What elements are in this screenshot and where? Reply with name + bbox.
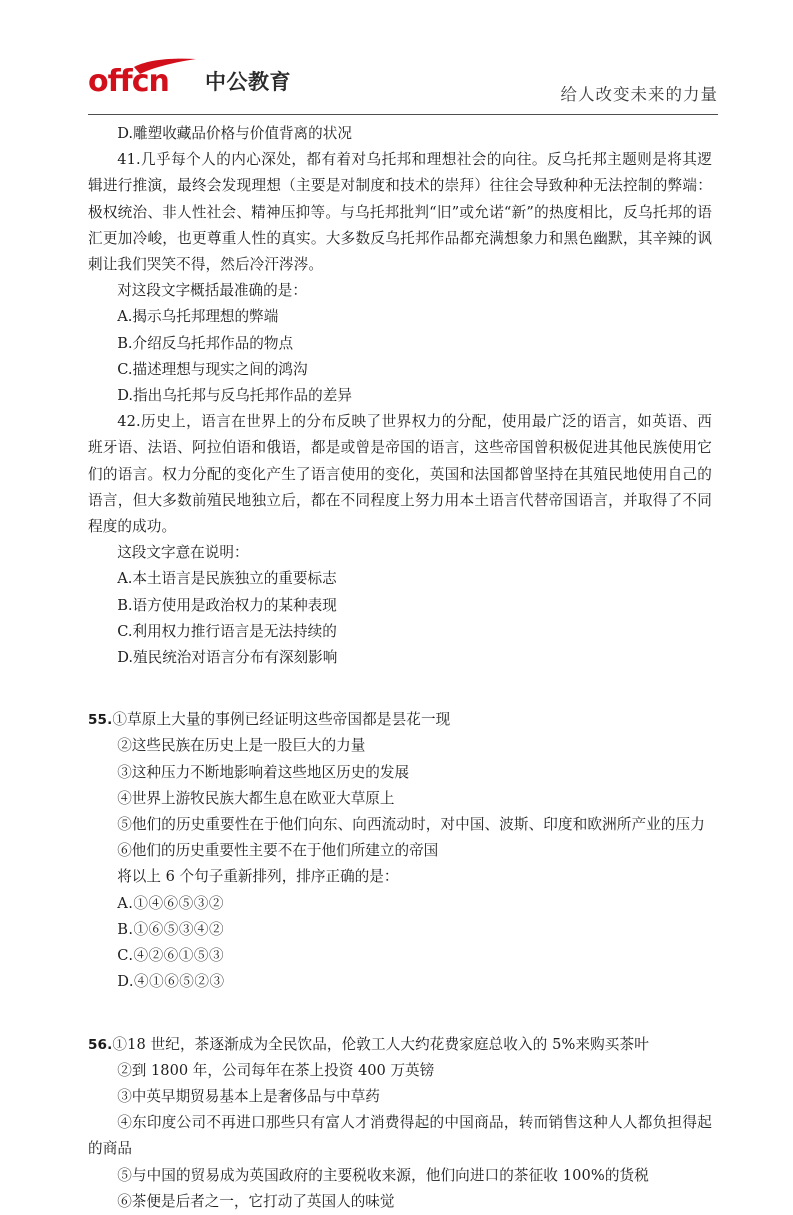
question-55-item-6: ⑥他们的历史重要性主要不在于他们所建立的帝国	[117, 842, 439, 860]
question-55-option-c: C.④②⑥①⑤③	[117, 947, 225, 965]
question-41-passage: 41.几乎每个人的内心深处，都有着对乌托邦和理想社会的向往。反乌托邦主题则是将其逻辑进行推演，最终会发现理想（主要是对制度和技术的崇拜）往往会导致种种无法控制的弊端：极权统治、非人性社会、精神压抑等。与乌托邦批判“旧”或允诺“新”的热度相比，反乌托邦的语汇更加冷峻，也更尊重人性的真实。大多数反乌托邦作品都充满想象力和黑色幽默，其辛辣的讽刺让我们哭笑不得，然后冷汗涔涔。	[88, 151, 712, 274]
section-spacer-2	[88, 996, 712, 1032]
brand-logo	[88, 58, 291, 98]
question-41-stem: 对这段文字概括最准确的是：	[117, 282, 307, 300]
question-41-option-c: C.描述理想与现实之间的鸿沟	[117, 360, 308, 378]
question-55-stem: 将以上 6 个句子重新排列，排序正确的是：	[117, 868, 399, 886]
question-55-item-1-text: ①草原上大量的事例已经证明这些帝国都是昙花一现	[112, 711, 451, 729]
section-spacer	[88, 671, 712, 707]
question-55-option-d: D.④①⑥⑤②③	[117, 973, 225, 991]
question-55-option-a: A.①④⑥⑤③②	[117, 894, 224, 912]
question-55-number: 55.	[88, 712, 113, 729]
question-42-option-d: D.殖民统治对语言分布有深刻影响	[117, 649, 338, 667]
brand-tagline: 给人改变未来的力量	[560, 85, 718, 104]
question-55-option-b: B.①⑥⑤③④②	[117, 920, 225, 938]
question-56-item-4: ④东印度公司不再进口那些只有富人才消费得起的中国商品，转而销售这种人人都负担得起的商品	[88, 1114, 712, 1158]
question-55-item-2: ②这些民族在历史上是一股巨大的力量	[117, 737, 366, 755]
question-55-item-3: ③这种压力不断地影响着这些地区历史的发展	[117, 763, 410, 781]
question-56-number: 56.	[88, 1036, 113, 1053]
question-42-passage: 42.历史上，语言在世界上的分布反映了世界权力的分配，使用最广泛的语言，如英语、西班牙语、法语、阿拉伯语和俄语，都是或曾是帝国的语言，这些帝国曾积极促进其他民族使用它们的语言。权力分配的变化产生了语言使用的变化，英国和法国都曾坚持在其殖民地使用自己的语言，但大多数前殖民地独立后，都在不同程度上努力用本土语言代替帝国语言，并取得了不同程度的成功。	[88, 413, 712, 536]
question-56-item-1-text: ①18 世纪，茶逐渐成为全民饮品，伦敦工人大约花费家庭总收入的 5%来购买茶叶	[112, 1035, 649, 1053]
question-56-item-2: ②到 1800 年，公司每年在茶上投资 400 万英镑	[117, 1061, 435, 1079]
question-41-option-b: B.介绍反乌托邦作品的物点	[117, 334, 294, 352]
question-41-option-d: D.指出乌托邦与反乌托邦作品的差异	[117, 387, 352, 405]
question-55-item-5: ⑤他们的历史重要性在于他们向东、向西流动时，对中国、波斯、印度和欧洲所产业的压力	[117, 816, 705, 834]
question-42-option-a: A.本土语言是民族独立的重要标志	[117, 570, 337, 588]
header-divider	[88, 114, 718, 115]
question-56-item-1	[88, 1032, 712, 1058]
offcn-wordmark-icon	[88, 58, 200, 98]
question-56-item-5: ⑤与中国的贸易成为英国政府的主要税收来源，他们向进口的茶征收 100%的货税	[117, 1166, 649, 1184]
question-55-item-4: ④世界上游牧民族大都生息在欧亚大草原上	[117, 789, 395, 807]
previous-option-d: D.雕塑收藏品价格与价值背离的状况	[117, 125, 352, 142]
question-42-option-b: B.语方使用是政治权力的某种表现	[117, 596, 337, 614]
svg-text:offcn: offcn	[88, 64, 169, 99]
question-42-option-c: C.利用权力推行语言是无法持续的	[117, 622, 337, 640]
question-55-item-1	[88, 707, 712, 733]
question-41-option-a: A.揭示乌托邦理想的弊端	[117, 308, 279, 326]
question-56-item-3: ③中英早期贸易基本上是奢侈品与中草药	[117, 1087, 380, 1105]
question-42-stem: 这段文字意在说明：	[117, 544, 249, 562]
document-body	[88, 121, 712, 1215]
brand-name-chinese: 中公教育	[205, 70, 291, 94]
question-56-item-6: ⑥茶便是后者之一，它打动了英国人的味觉	[117, 1192, 395, 1210]
page-header	[88, 52, 718, 114]
